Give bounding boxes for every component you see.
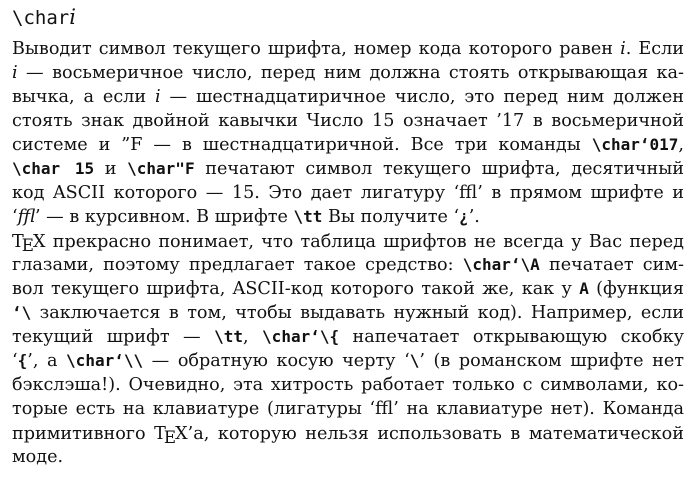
text-run: моде.: [12, 447, 64, 467]
text-run: ‘: [12, 351, 18, 371]
text-run: текущий шрифт —: [12, 327, 215, 347]
text-line: [12, 109, 684, 133]
code-fragment: {: [17, 351, 28, 370]
code-fragment: \tt: [293, 207, 323, 226]
code-fragment: \char 15: [12, 159, 95, 178]
text-run: примитивного: [12, 424, 155, 444]
text-run: — шестнадцатиричное число, это перед ним должен: [160, 87, 684, 107]
text-run: стоять знак двойной кавычки Число 15 означает ’17 в восьмеричной: [12, 111, 684, 131]
text-line: [12, 229, 684, 254]
italic-math: i: [12, 63, 18, 83]
text-run: ,: [678, 135, 684, 155]
text-line: [12, 37, 684, 61]
code-fragment: \char‘\{: [262, 327, 340, 346]
code-fragment: \tt: [214, 327, 243, 346]
text-run: печатает сим-: [539, 255, 684, 275]
text-line: [12, 181, 684, 205]
code-fragment: \char‘\A: [462, 255, 540, 274]
text-line: [12, 421, 684, 446]
text-run: (функция: [588, 279, 684, 299]
text-run: вол текущего шрифта, ASCII-код которого такой же, как у: [12, 279, 580, 299]
text-run: код ASCII которого — 15. Это дает лигатуру ‘ﬄ’ в прямом шрифте и: [12, 183, 684, 203]
text-run: — обратную косую черту ‘: [143, 351, 410, 371]
code-fragment: \char"F: [127, 159, 195, 178]
text-line: [12, 349, 684, 373]
code-fragment: ‘\: [12, 303, 32, 322]
text-run: вычка, а если: [12, 87, 155, 107]
text-run: торые есть на клавиатуре (лигатуры ‘ﬄ’ на клавиатуре нет). Команда: [12, 399, 684, 419]
text-run: и: [94, 159, 128, 179]
text-run: ’а, которую нельзя использовать в математической: [187, 424, 684, 444]
text-line: [12, 205, 684, 229]
text-line: [12, 277, 684, 301]
title-argument: i: [69, 5, 76, 29]
code-fragment: A: [579, 279, 589, 298]
text-run: бэкслэша!). Очевидно, эта хитрость работает только с символами, ко-: [12, 375, 684, 395]
text-run: ’ (в романском шрифте нет: [419, 351, 684, 371]
code-fragment: \char‘017: [591, 135, 679, 154]
code-fragment: \char‘\\: [66, 351, 144, 370]
text-run: ’.: [468, 207, 480, 227]
text-run: глазами, поэтому предлагает такое средство:: [12, 255, 463, 275]
text-run: напечатает открывающую скобку: [339, 327, 685, 347]
text-line: [12, 61, 684, 85]
text-line: [12, 373, 684, 397]
text-run: Выводит символ текущего шрифта, номер кода которого равен: [12, 39, 621, 59]
tex-logo: TEX: [154, 424, 188, 447]
text-run: заключается в том, чтобы выдавать нужный код). Например, если: [31, 303, 684, 323]
text-line: [12, 445, 684, 469]
text-run: ’ — в курсивном. В шрифте: [34, 207, 294, 227]
text-line: [12, 85, 684, 109]
title-command: \char: [12, 7, 70, 29]
text-line: [12, 325, 684, 349]
code-fragment: ¿: [459, 207, 469, 226]
text-run: Вы получите ‘: [322, 207, 460, 227]
tex-logo: TEX: [12, 232, 46, 255]
code-fragment: \: [409, 351, 420, 370]
text-run: ‘: [12, 207, 18, 227]
text-line: [12, 253, 684, 277]
text-line: [12, 397, 684, 421]
italic-math: i: [154, 87, 161, 107]
text-run: ,: [243, 327, 263, 347]
text-line: [12, 133, 684, 157]
text-run: системе и ”F — в шестнадцатиричной. Все три команды: [12, 135, 592, 155]
text-run: прекрасно понимает, что таблица шрифтов не всегда у Вас перед: [45, 232, 684, 252]
italic-math: ﬄ: [17, 207, 35, 227]
text-run: — восьмеричное число, перед ним должна стоять открывающая ка-: [17, 63, 684, 83]
page-title: [12, 3, 76, 32]
text-line: [12, 301, 684, 325]
text-line: [12, 157, 684, 181]
italic-math: i: [620, 39, 626, 59]
text-run: печатают символ текущего шрифта, десятичный: [194, 159, 685, 179]
text-run: . Если: [625, 39, 684, 59]
text-run: ’, а: [27, 351, 67, 371]
